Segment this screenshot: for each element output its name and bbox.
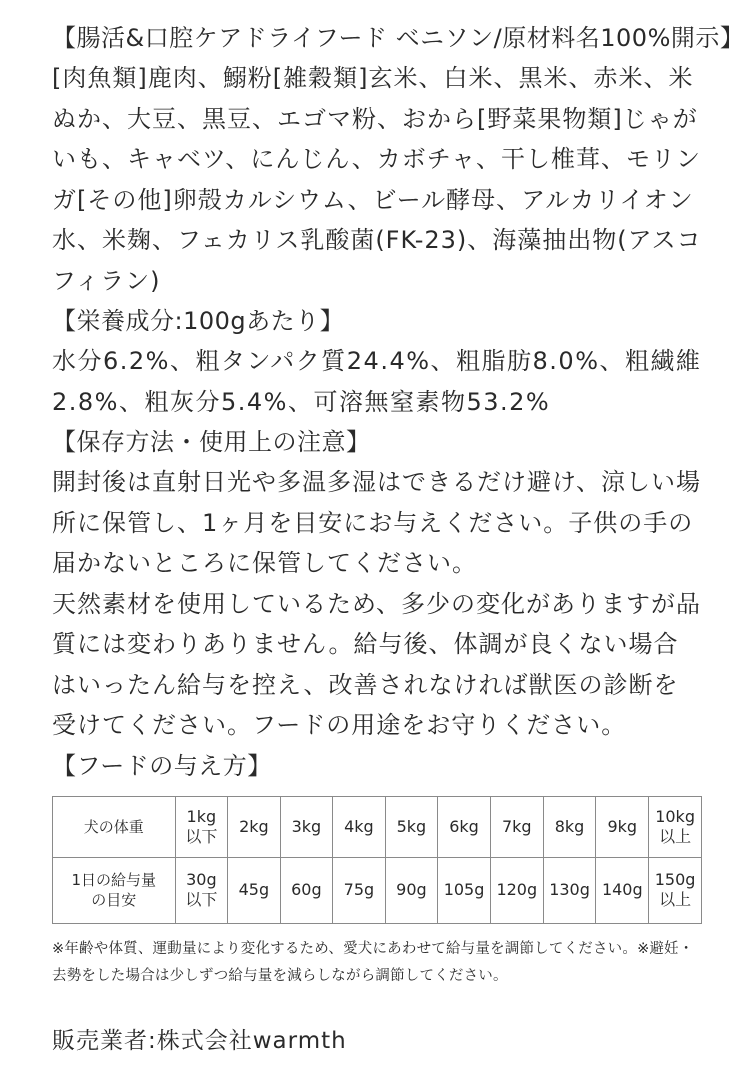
amount-cell: 60g xyxy=(280,857,333,923)
amount-cell: 45g xyxy=(228,857,281,923)
feeding-heading: 【フードの与え方】 xyxy=(52,751,272,780)
nutrition-heading: 【栄養成分:100gあたり】 xyxy=(52,307,345,335)
weight-cell: 9kg xyxy=(596,796,649,857)
weight-cell: 1kg 以下 xyxy=(175,796,228,857)
amount-cell: 105g xyxy=(438,857,491,923)
weight-cell: 10kg 以上 xyxy=(649,796,702,857)
amount-row-label: 1日の給与量 の目安 xyxy=(53,857,176,923)
seller-info: 販売業者:株式会社warmth xyxy=(52,1028,347,1054)
weight-cell: 3kg xyxy=(280,796,333,857)
feeding-note: ※年齢や体質、運動量により変化するため、愛犬にあわせて給与量を調節してください。※避妊・去勢をした場合は少しずつ給与量を減らしながら調節してください。 xyxy=(52,940,694,984)
ingredients-text: [肉魚類]鹿肉、鰯粉[雑穀類]玄米、白米、黒米、赤米、米ぬか、大豆、黒豆、エゴマ粉、おから[野菜果物類]じゃがいも、キャベツ、にんじん、カボチャ、干し椎茸、モリンガ[その他]卵殻カルシウム、ビール酵母、アルカリイオン水、米麹、フェカリス乳酸菌(FK-23)、海藻抽出物(アスコフィラン) xyxy=(52,64,702,295)
weight-cell: 8kg xyxy=(543,796,596,857)
weight-cell: 5kg xyxy=(385,796,438,857)
storage-heading: 【保存方法・使用上の注意】 xyxy=(52,428,371,456)
weight-cell: 7kg xyxy=(490,796,543,857)
product-info xyxy=(52,18,745,1004)
amount-cell: 140g xyxy=(596,857,649,923)
storage-text-1: 開封後は直射日光や多温多湿はできるだけ避け、涼しい場所に保管し、1ヶ月を目安にお与えください。子供の手の届かないところに保管してください。 xyxy=(52,468,702,577)
amount-cell: 150g 以上 xyxy=(649,857,702,923)
amount-cell: 75g xyxy=(333,857,386,923)
weight-cell: 4kg xyxy=(333,796,386,857)
weight-row xyxy=(53,796,702,857)
amount-cell: 90g xyxy=(385,857,438,923)
amount-cell: 30g 以下 xyxy=(175,857,228,923)
feeding-table xyxy=(52,796,702,924)
ingredients-heading: 【腸活&口腔ケアドライフード ベニソン/原材料名100%開示】 xyxy=(52,24,745,52)
weight-cell: 2kg xyxy=(228,796,281,857)
weight-row-label: 犬の体重 xyxy=(53,796,176,857)
nutrition-text: 水分6.2%、粗タンパク質24.4%、粗脂肪8.0%、粗繊維2.8%、粗灰分5.4%、可溶無窒素物53.2% xyxy=(52,347,702,416)
amount-cell: 130g xyxy=(543,857,596,923)
weight-cell: 6kg xyxy=(438,796,491,857)
amount-cell: 120g xyxy=(490,857,543,923)
storage-text-2: 天然素材を使用しているため、多少の変化がありますが品質には変わりありません。給与後、体調が良くない場合はいったん給与を控え、改善されなければ獣医の診断を受けてください。フードの用途をお守りください。 xyxy=(52,589,702,739)
amount-row xyxy=(53,857,702,923)
